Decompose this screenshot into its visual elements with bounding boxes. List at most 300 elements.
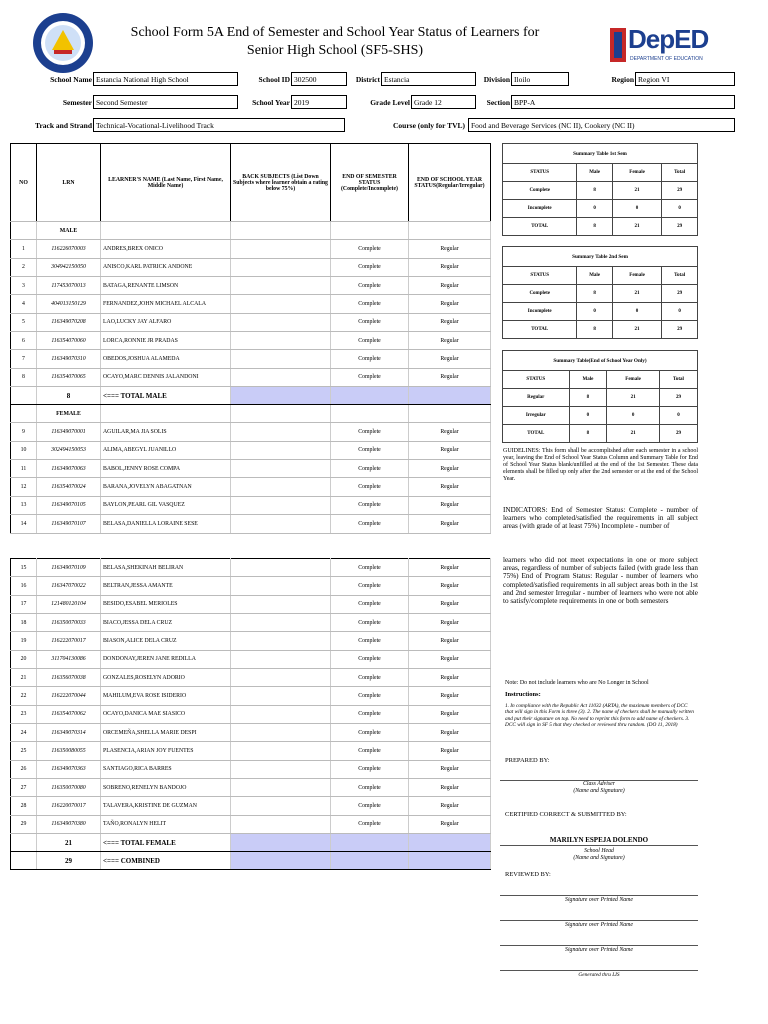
- summary2-cell: 21: [612, 285, 661, 303]
- female-section-label: FEMALE: [37, 405, 101, 423]
- summary3-cell: Irregular: [503, 407, 570, 425]
- instructions-text: 1. In compliance with the Republic Act 11032 (ARTA), the maximum members of DCC that will sign in this Form is three (3). 2. The name of checkers shall be manually written and put their signature on top. No need to reprint this form to add name of checkers. 3. DCC will sign in SF 5 that they checked or reviewed thru random. (DO 11, 2018): [505, 703, 694, 728]
- row-number: 29: [11, 815, 37, 833]
- row-back-subjects: [231, 460, 331, 478]
- row-number: 10: [11, 441, 37, 459]
- table-row: [11, 515, 491, 533]
- summary2-cell: TOTAL: [503, 321, 577, 339]
- indicators-text-top: INDICATORS: End of Semester Status: Complete - number of learners who completed/satisfied the requirements in all subject areas (with grade of at least 75%) Incomplete - number of: [503, 506, 698, 529]
- summary2-cell: 0: [577, 303, 612, 321]
- deped-logo: [610, 22, 730, 72]
- track-field[interactable]: Technical-Vocational-Livelihood Track: [93, 118, 345, 132]
- school-id-label: School ID: [258, 75, 290, 84]
- row-semester-status: Complete: [331, 577, 409, 595]
- summary-table-2nd-sem: [502, 246, 698, 339]
- row-number: 16: [11, 577, 37, 595]
- row-back-subjects: [231, 441, 331, 459]
- row-lrn: 116226070003: [37, 240, 101, 258]
- row-back-subjects: [231, 632, 331, 650]
- row-semester-status: Complete: [331, 295, 409, 313]
- row-back-subjects: [231, 687, 331, 705]
- reviewer-2-label: Signature over Printed Name: [565, 922, 633, 928]
- col-header-back-subjects: BACK SUBJECTS (List Down Subjects where learner obtain a rating below 75%): [231, 144, 331, 222]
- row-back-subjects: [231, 742, 331, 760]
- row-school-year-status: Regular: [409, 559, 491, 577]
- row-number: 21: [11, 669, 37, 687]
- district-label: District: [355, 75, 380, 84]
- row-learner-name: BABOL,JENNY ROSE COMPA: [101, 460, 231, 478]
- row-semester-status: Complete: [331, 669, 409, 687]
- row-back-subjects: [231, 705, 331, 723]
- reviewed-by-label: REVIEWED BY:: [505, 871, 551, 878]
- deped-seal-logo: [32, 12, 94, 74]
- region-label: Region: [611, 75, 634, 84]
- table-row: [11, 441, 491, 459]
- row-number: 13: [11, 496, 37, 514]
- row-lrn: 116350080055: [37, 742, 101, 760]
- table-row: [11, 478, 491, 496]
- summary2-cell: 8: [577, 285, 612, 303]
- table-row: [11, 705, 491, 723]
- summary1-cell: Complete: [503, 182, 577, 200]
- row-back-subjects: [231, 423, 331, 441]
- summary2-cell: 0: [662, 303, 698, 321]
- course-label: Course (only for TVL): [392, 121, 465, 130]
- summary2-cell: 21: [612, 321, 661, 339]
- row-lrn: 116350070033: [37, 614, 101, 632]
- division-field[interactable]: Iloilo: [511, 72, 569, 86]
- row-number: 20: [11, 650, 37, 668]
- row-lrn: 116354070065: [37, 368, 101, 386]
- summary3-head-total: Total: [659, 371, 697, 389]
- row-back-subjects: [231, 760, 331, 778]
- deped-logo-subtitle: DEPARTMENT OF EDUCATION: [630, 56, 703, 62]
- summary3-cell: 0: [607, 407, 660, 425]
- row-lrn: 116349070105: [37, 496, 101, 514]
- course-field[interactable]: Food and Beverage Services (NC II), Cookery (NC II): [468, 118, 735, 132]
- row-lrn: 116354070060: [37, 332, 101, 350]
- summary3-cell: 8: [569, 389, 607, 407]
- division-label: Division: [483, 75, 510, 84]
- row-number: 25: [11, 742, 37, 760]
- title-line-2: Senior High School (SF5-SHS): [246, 43, 424, 58]
- row-learner-name: ANDRES,BREX ONICO: [101, 240, 231, 258]
- row-semester-status: Complete: [331, 515, 409, 533]
- row-lrn: 116354070062: [37, 705, 101, 723]
- summary1-cell: TOTAL: [503, 218, 577, 236]
- generated-line: [500, 970, 698, 971]
- table-row: [11, 595, 491, 613]
- row-number: 9: [11, 423, 37, 441]
- row-lrn: 116350070080: [37, 779, 101, 797]
- row-back-subjects: [231, 258, 331, 276]
- row-semester-status: Complete: [331, 760, 409, 778]
- row-lrn: 302494150053: [37, 441, 101, 459]
- row-number: 4: [11, 295, 37, 313]
- row-lrn: 404013150129: [37, 295, 101, 313]
- summary2-cell: Complete: [503, 285, 577, 303]
- semester-label: Semester: [62, 98, 92, 107]
- school-year-label: School Year: [252, 98, 290, 107]
- row-semester-status: Complete: [331, 595, 409, 613]
- district-field[interactable]: Estancia: [381, 72, 476, 86]
- summary2-cell: 0: [612, 303, 661, 321]
- row-number: 6: [11, 332, 37, 350]
- row-number: 23: [11, 705, 37, 723]
- row-school-year-status: Regular: [409, 240, 491, 258]
- row-semester-status: Complete: [331, 240, 409, 258]
- row-semester-status: Complete: [331, 742, 409, 760]
- row-semester-status: Complete: [331, 423, 409, 441]
- row-learner-name: OBEDOS,JOSHUA ALAMEDA: [101, 350, 231, 368]
- summary3-cell: 0: [659, 407, 697, 425]
- summary1-cell: 29: [662, 218, 698, 236]
- table-row: [11, 368, 491, 386]
- region-field[interactable]: Region VI: [635, 72, 735, 86]
- table-row: [11, 258, 491, 276]
- row-semester-status: Complete: [331, 724, 409, 742]
- summary3-head-male: Male: [569, 371, 607, 389]
- row-learner-name: TALAVERA,KRISTINE DE GUZMAN: [101, 797, 231, 815]
- row-semester-status: Complete: [331, 441, 409, 459]
- summary3-cell: Regular: [503, 389, 570, 407]
- class-adviser-label: Class Adviser: [583, 781, 615, 787]
- row-learner-name: BAYLON,PEARL GIL VASQUEZ: [101, 496, 231, 514]
- row-number: 27: [11, 779, 37, 797]
- row-learner-name: BESIDO,ESABEL MERIOLES: [101, 595, 231, 613]
- row-school-year-status: Regular: [409, 350, 491, 368]
- row-school-year-status: Regular: [409, 742, 491, 760]
- row-back-subjects: [231, 240, 331, 258]
- row-number: 11: [11, 460, 37, 478]
- summary2-head-male: Male: [577, 267, 612, 285]
- summary1-cell: Incomplete: [503, 200, 577, 218]
- row-semester-status: Complete: [331, 460, 409, 478]
- school-id-field[interactable]: 302500: [291, 72, 347, 86]
- row-semester-status: Complete: [331, 313, 409, 331]
- reviewer-3-line: [500, 945, 698, 946]
- row-learner-name: OCAYO,MARC DENNIS JALANDONI: [101, 368, 231, 386]
- row-school-year-status: Regular: [409, 460, 491, 478]
- col-header-name: LEARNER'S NAME (Last Name, First Name, Middle Name): [101, 144, 231, 222]
- school-head-name: MARILYN ESPEJA DOLENDO: [549, 836, 649, 844]
- school-head-label: School Head: [584, 848, 614, 854]
- row-number: 5: [11, 313, 37, 331]
- table-row: [11, 669, 491, 687]
- row-number: 1: [11, 240, 37, 258]
- school-name-field[interactable]: Estancia National High School: [93, 72, 238, 86]
- row-back-subjects: [231, 779, 331, 797]
- table-row: [11, 496, 491, 514]
- row-number: 26: [11, 760, 37, 778]
- summary2-head-female: Female: [612, 267, 661, 285]
- row-learner-name: ORCEMEÑA,SHELLA MARIE DESPI: [101, 724, 231, 742]
- row-lrn: 116356070038: [37, 669, 101, 687]
- row-school-year-status: Regular: [409, 423, 491, 441]
- grade-level-label: Grade Level: [370, 98, 410, 107]
- row-number: 17: [11, 595, 37, 613]
- summary3-cell: 0: [569, 407, 607, 425]
- row-school-year-status: Regular: [409, 277, 491, 295]
- generated-label: Generated thru LIS: [578, 972, 620, 978]
- row-learner-name: AGUILAR,MA JIA SOLIS: [101, 423, 231, 441]
- row-number: 15: [11, 559, 37, 577]
- row-lrn: 116222070044: [37, 687, 101, 705]
- row-number: 2: [11, 258, 37, 276]
- row-lrn: 304942150050: [37, 258, 101, 276]
- table-row: [11, 295, 491, 313]
- track-label: Track and Strand: [35, 121, 92, 130]
- row-learner-name: PLASENCIA,ARIAN JOY FUENTES: [101, 742, 231, 760]
- row-semester-status: Complete: [331, 705, 409, 723]
- summary2-cell: Incomplete: [503, 303, 577, 321]
- table-row: [11, 760, 491, 778]
- table-row: [11, 815, 491, 833]
- row-lrn: 116354070024: [37, 478, 101, 496]
- col-header-sem-status: END OF SEMESTER STATUS (Complete/Incomplete): [331, 144, 409, 222]
- row-learner-name: BELASA,SHEKINAH BELIRAN: [101, 559, 231, 577]
- row-lrn: 116349070001: [37, 423, 101, 441]
- summary3-cell: 29: [659, 389, 697, 407]
- head-name-sig-label: (Name and Signature): [573, 855, 625, 861]
- row-back-subjects: [231, 559, 331, 577]
- section-label: Section: [486, 98, 510, 107]
- row-back-subjects: [231, 577, 331, 595]
- row-school-year-status: Regular: [409, 496, 491, 514]
- summary2-cell: 8: [577, 321, 612, 339]
- summary1-cell: 0: [662, 200, 698, 218]
- row-number: 14: [11, 515, 37, 533]
- row-school-year-status: Regular: [409, 724, 491, 742]
- summary1-head-status: STATUS: [503, 164, 577, 182]
- school-year-field[interactable]: 2019: [291, 95, 347, 109]
- row-school-year-status: Regular: [409, 295, 491, 313]
- total-female-label: <=== TOTAL FEMALE: [101, 834, 231, 852]
- row-learner-name: BELTRAN,JESSA AMANTE: [101, 577, 231, 595]
- summary3-cell: 29: [659, 425, 697, 443]
- row-school-year-status: Regular: [409, 577, 491, 595]
- row-number: 18: [11, 614, 37, 632]
- table-row: [11, 632, 491, 650]
- row-semester-status: Complete: [331, 687, 409, 705]
- table-row: [11, 423, 491, 441]
- summary1-head-female: Female: [612, 164, 661, 182]
- row-semester-status: Complete: [331, 614, 409, 632]
- adviser-name-sig-label: (Name and Signature): [573, 788, 625, 794]
- row-school-year-status: Regular: [409, 515, 491, 533]
- row-learner-name: TAÑO,RONALYN HELIT: [101, 815, 231, 833]
- note-text: Note: Do not include learners who are No Longer in School: [505, 680, 649, 686]
- reviewer-2-line: [500, 920, 698, 921]
- col-header-no: NO: [11, 144, 37, 222]
- row-learner-name: MAHILUM,EVA ROSE ISIDERIO: [101, 687, 231, 705]
- summary1-cell: 8: [577, 218, 612, 236]
- combined-count: 29: [37, 852, 101, 870]
- summary-table-1st-sem: [502, 143, 698, 236]
- row-learner-name: BARANA,JOVELYN ABAGATNAN: [101, 478, 231, 496]
- summary1-cell: 0: [612, 200, 661, 218]
- summary1-title: Summary Table 1st Sem: [503, 144, 698, 164]
- total-male-count: 8: [37, 387, 101, 405]
- row-lrn: 116349070363: [37, 760, 101, 778]
- table-row: [11, 313, 491, 331]
- row-back-subjects: [231, 478, 331, 496]
- row-lrn: 116349070107: [37, 515, 101, 533]
- row-semester-status: Complete: [331, 632, 409, 650]
- total-male-label: <=== TOTAL MALE: [101, 387, 231, 405]
- row-number: 22: [11, 687, 37, 705]
- row-back-subjects: [231, 515, 331, 533]
- table-row: [11, 277, 491, 295]
- row-number: 28: [11, 797, 37, 815]
- summary2-head-status: STATUS: [503, 267, 577, 285]
- title-line-1: School Form 5A End of Semester and School Year Status of Learners for: [130, 25, 540, 40]
- summary1-head-total: Total: [662, 164, 698, 182]
- row-lrn: 116349070063: [37, 460, 101, 478]
- summary2-cell: 29: [662, 321, 698, 339]
- row-back-subjects: [231, 724, 331, 742]
- row-learner-name: ANISCO,KARL PATRICK ANDONE: [101, 258, 231, 276]
- row-lrn: 116347070022: [37, 577, 101, 595]
- row-lrn: 121480120104: [37, 595, 101, 613]
- certified-label: CERTIFIED CORRECT & SUBMITTED BY:: [505, 811, 627, 818]
- row-back-subjects: [231, 332, 331, 350]
- row-learner-name: OCAYO,DANICA MAE SIASICO: [101, 705, 231, 723]
- row-back-subjects: [231, 313, 331, 331]
- row-learner-name: FERNANDEZ,JOHN MICHAEL ALCALA: [101, 295, 231, 313]
- row-lrn: 116349070109: [37, 559, 101, 577]
- row-lrn: 116222070017: [37, 632, 101, 650]
- col-header-sy-status: END OF SCHOOL YEAR STATUS(Regular/Irregular): [409, 144, 491, 222]
- row-number: 8: [11, 368, 37, 386]
- table-row: [11, 650, 491, 668]
- table-row: [11, 332, 491, 350]
- table-row: [11, 350, 491, 368]
- table-row: [11, 797, 491, 815]
- row-lrn: 116220070017: [37, 797, 101, 815]
- table-row: [11, 687, 491, 705]
- row-number: 24: [11, 724, 37, 742]
- col-header-lrn: LRN: [37, 144, 101, 222]
- section-field[interactable]: BPP-A: [511, 95, 735, 109]
- male-section-label: MALE: [37, 222, 101, 240]
- row-school-year-status: Regular: [409, 632, 491, 650]
- row-lrn: 116349070310: [37, 350, 101, 368]
- row-semester-status: Complete: [331, 478, 409, 496]
- summary1-cell: 0: [577, 200, 612, 218]
- row-semester-status: Complete: [331, 779, 409, 797]
- table-row: [11, 724, 491, 742]
- table-row: [11, 742, 491, 760]
- row-school-year-status: Regular: [409, 815, 491, 833]
- row-school-year-status: Regular: [409, 669, 491, 687]
- form-title: [120, 24, 550, 60]
- summary3-cell: TOTAL: [503, 425, 570, 443]
- head-signature-line: [500, 845, 698, 846]
- row-back-subjects: [231, 614, 331, 632]
- row-learner-name: BELASA,DANIELLA LORAINE SESE: [101, 515, 231, 533]
- row-learner-name: SOBRENO,RENELYN BANDOJO: [101, 779, 231, 797]
- summary-table-end-of-school-year: [502, 350, 698, 443]
- row-school-year-status: Regular: [409, 614, 491, 632]
- school-name-label: School Name: [50, 75, 92, 84]
- row-semester-status: Complete: [331, 368, 409, 386]
- row-back-subjects: [231, 650, 331, 668]
- row-school-year-status: Regular: [409, 441, 491, 459]
- guidelines-text: GUIDELINES: This form shall be accomplished after each semester in a school year, leaving the End of School Year Status Column and Summary Table for End of School Year Status blank/unfilled at the end of the 1st Semester. These data elements shall be filled up only after the 2nd semester or at the end of the School Year.: [503, 448, 698, 482]
- table-row: [11, 559, 491, 577]
- row-learner-name: BIASON,ALICE DELA CRUZ: [101, 632, 231, 650]
- row-semester-status: Complete: [331, 559, 409, 577]
- row-number: 3: [11, 277, 37, 295]
- row-learner-name: DONDONAY,JEREN JANE REDILLA: [101, 650, 231, 668]
- row-back-subjects: [231, 368, 331, 386]
- row-learner-name: SANTIAGO,RICA BARRES: [101, 760, 231, 778]
- row-back-subjects: [231, 797, 331, 815]
- row-school-year-status: Regular: [409, 779, 491, 797]
- row-semester-status: Complete: [331, 496, 409, 514]
- row-school-year-status: Regular: [409, 595, 491, 613]
- summary3-cell: 21: [607, 389, 660, 407]
- summary3-head-status: STATUS: [503, 371, 570, 389]
- summary3-title: Summary Table(End of School Year Only): [503, 351, 698, 371]
- row-school-year-status: Regular: [409, 797, 491, 815]
- row-back-subjects: [231, 815, 331, 833]
- row-number: 12: [11, 478, 37, 496]
- row-semester-status: Complete: [331, 350, 409, 368]
- row-semester-status: Complete: [331, 258, 409, 276]
- row-school-year-status: Regular: [409, 687, 491, 705]
- row-back-subjects: [231, 496, 331, 514]
- deped-logo-text: DepED: [628, 24, 709, 54]
- summary3-cell: 8: [569, 425, 607, 443]
- table-row: [11, 577, 491, 595]
- table-row: [11, 460, 491, 478]
- row-learner-name: BIACO,JESSA DELA CRUZ: [101, 614, 231, 632]
- row-school-year-status: Regular: [409, 705, 491, 723]
- reviewer-3-label: Signature over Printed Name: [565, 947, 633, 953]
- row-learner-name: LAO,LUCKY JAY ALFARO: [101, 313, 231, 331]
- row-learner-name: GONZALES,ROSELYN ADORIO: [101, 669, 231, 687]
- row-back-subjects: [231, 350, 331, 368]
- summary1-head-male: Male: [577, 164, 612, 182]
- table-row: [11, 779, 491, 797]
- row-school-year-status: Regular: [409, 368, 491, 386]
- summary3-head-female: Female: [607, 371, 660, 389]
- summary1-cell: 8: [577, 182, 612, 200]
- row-semester-status: Complete: [331, 650, 409, 668]
- grade-level-field[interactable]: Grade 12: [411, 95, 476, 109]
- summary1-cell: 21: [612, 182, 661, 200]
- summary2-cell: 29: [662, 285, 698, 303]
- total-female-count: 21: [37, 834, 101, 852]
- row-back-subjects: [231, 277, 331, 295]
- summary2-title: Summary Table 2nd Sem: [503, 247, 698, 267]
- learners-table-part-1: [10, 143, 490, 534]
- row-learner-name: ALIMA,ABEGYL JUANILLO: [101, 441, 231, 459]
- table-row: [11, 240, 491, 258]
- row-number: 7: [11, 350, 37, 368]
- reviewer-1-line: [500, 895, 698, 896]
- semester-field[interactable]: Second Semester: [93, 95, 238, 109]
- indicators-text-bottom: learners who did not meet expectations in one or more subject areas, regardless of number of subjects failed (with grade less than 75%) End of Program Status: Regular - number of learners who completed/satisfied requirements in all subject areas both in the 1st and 2nd semester Irregular - number of learners who were not able to satisfy/complete requirements in one or both semesters: [503, 556, 698, 606]
- summary3-cell: 21: [607, 425, 660, 443]
- row-school-year-status: Regular: [409, 478, 491, 496]
- row-back-subjects: [231, 669, 331, 687]
- instructions-title: Instructions:: [505, 691, 541, 698]
- learners-table-part-2: [10, 558, 490, 870]
- prepared-by-label: PREPARED BY:: [505, 757, 550, 764]
